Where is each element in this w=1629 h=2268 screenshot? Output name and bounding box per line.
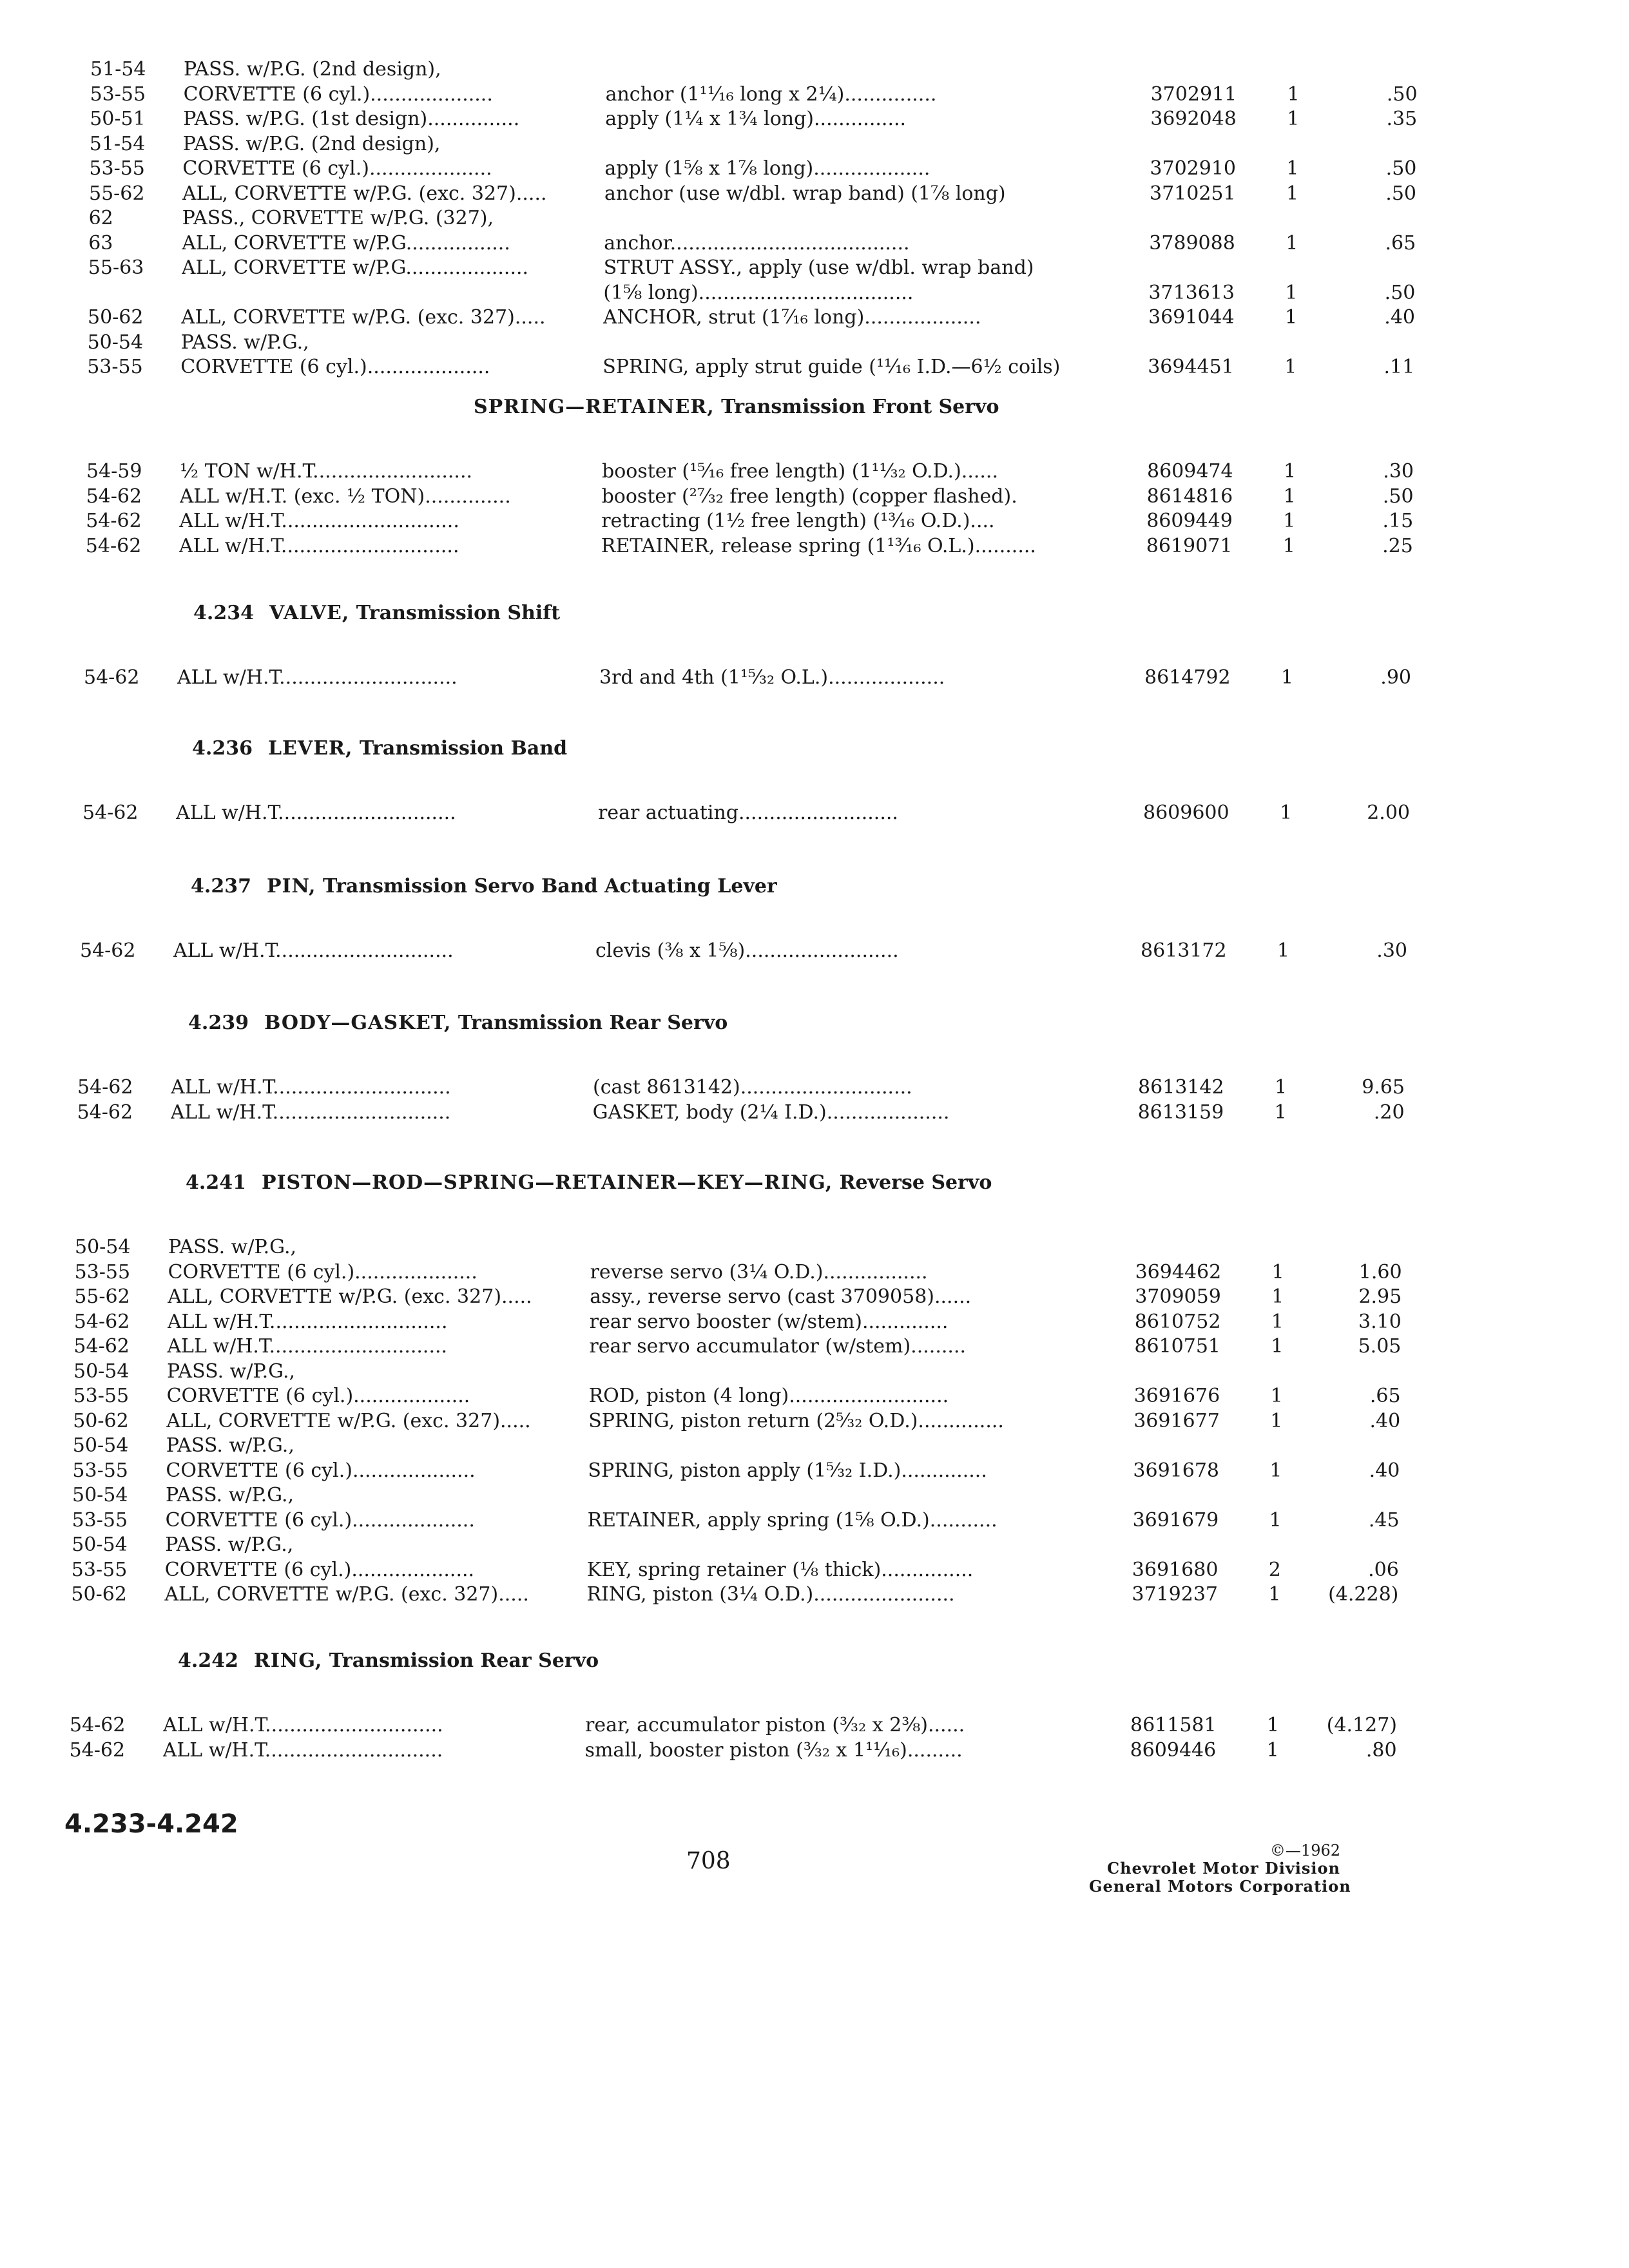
application: CORVETTE (6 cyl.).................... <box>180 356 490 378</box>
part-row <box>89 156 1442 182</box>
price: 1.60 <box>1358 1261 1402 1283</box>
part-row <box>90 82 1443 108</box>
part-number: 8610752 <box>1134 1311 1221 1333</box>
description: RETAINER, apply spring (1⅝ O.D.)........... <box>587 1509 998 1532</box>
application: ALL, CORVETTE w/P.G. (exc. 327)..... <box>182 182 547 205</box>
description: 3rd and 4th (1¹⁵⁄₃₂ O.L.)................... <box>599 666 945 689</box>
part-row <box>74 1284 1427 1310</box>
application: PASS. w/P.G., <box>168 1236 297 1258</box>
model-years: 50-51 <box>90 108 146 130</box>
copyright-year: ©—1962 <box>1269 1841 1340 1860</box>
application: PASS. w/P.G., <box>165 1533 294 1556</box>
quantity: 1 <box>1283 485 1296 508</box>
model-years: 50-54 <box>72 1434 129 1457</box>
part-row <box>84 665 1437 691</box>
application: PASS. w/P.G. (2nd design), <box>184 58 441 81</box>
model-years: 55-63 <box>88 256 144 279</box>
quantity: 1 <box>1274 1101 1287 1124</box>
section-header <box>192 736 567 762</box>
description: SPRING, piston return (2⁵⁄₃₂ O.D.).............. <box>588 1410 1004 1432</box>
part-row <box>88 330 1441 356</box>
part-row <box>90 106 1443 132</box>
quantity: 1 <box>1271 1285 1284 1308</box>
quantity: 1 <box>1271 1335 1284 1358</box>
part-number: 8609446 <box>1130 1739 1217 1762</box>
application: ALL w/H.T............................. <box>179 510 459 532</box>
part-number: 3691676 <box>1133 1385 1220 1407</box>
quantity: 1 <box>1271 1261 1284 1283</box>
part-row <box>89 181 1442 207</box>
model-years: 51-54 <box>90 58 146 81</box>
part-row <box>70 1738 1423 1763</box>
price: .40 <box>1369 1410 1401 1432</box>
price: .15 <box>1382 510 1414 532</box>
application: PASS. w/P.G. (2nd design), <box>182 133 441 155</box>
application: ALL w/H.T............................. <box>177 666 458 689</box>
section-number: 4.241 <box>186 1171 246 1194</box>
price: .30 <box>1383 460 1414 483</box>
part-row <box>86 508 1439 534</box>
quantity: 1 <box>1286 157 1299 180</box>
price: .65 <box>1385 232 1416 255</box>
section-header <box>186 1170 992 1196</box>
price: .90 <box>1380 666 1411 689</box>
application: ALL w/H.T............................. <box>171 1076 451 1099</box>
application: ALL, CORVETTE w/P.G.................... <box>181 256 529 279</box>
model-years: 54-62 <box>77 1101 133 1124</box>
application: ALL, CORVETTE w/P.G. (exc. 327)..... <box>181 306 546 329</box>
model-years: 51-54 <box>89 133 146 155</box>
price: .20 <box>1373 1101 1405 1124</box>
application: ALL w/H.T. (exc. ½ TON).............. <box>179 485 511 508</box>
copyright-division: Chevrolet Motor Division <box>1107 1859 1340 1878</box>
description: KEY, spring retainer (⅛ thick)............... <box>586 1559 974 1581</box>
description: rear servo booster (w/stem).............. <box>589 1311 949 1333</box>
model-years: 53-55 <box>71 1559 128 1581</box>
part-row <box>90 57 1443 82</box>
application: ALL, CORVETTE w/P.G. (exc. 327)..... <box>168 1285 532 1308</box>
part-row <box>75 1260 1428 1285</box>
model-years: 53-55 <box>90 83 146 106</box>
model-years: 50-54 <box>87 331 144 354</box>
model-years: 54-62 <box>80 939 136 962</box>
application: ALL, CORVETTE w/P.G. (exc. 327)..... <box>166 1410 531 1432</box>
part-number: 8614816 <box>1146 485 1233 508</box>
part-row <box>80 938 1433 964</box>
description: ROD, piston (4 long).......................... <box>588 1385 949 1407</box>
application: ALL w/H.T............................. <box>170 1101 451 1124</box>
description: reverse servo (3¼ O.D.)................. <box>590 1261 928 1283</box>
quantity: 1 <box>1286 232 1298 255</box>
quantity: 1 <box>1287 83 1300 106</box>
application: ALL, CORVETTE w/P.G. (exc. 327)..... <box>164 1583 529 1606</box>
part-row <box>71 1582 1424 1608</box>
description: apply (1¼ x 1¾ long)............... <box>605 108 907 130</box>
model-years: 53-55 <box>87 356 143 378</box>
application: PASS., CORVETTE w/P.G. (327), <box>182 207 494 229</box>
quantity: 1 <box>1269 1509 1282 1532</box>
price: .40 <box>1369 1459 1400 1482</box>
application: CORVETTE (6 cyl.).................... <box>183 83 493 106</box>
model-years: 50-62 <box>73 1410 129 1432</box>
description: small, booster piston (³⁄₃₂ x 1¹¹⁄₁₆)......... <box>584 1739 963 1762</box>
section-header <box>178 1648 599 1674</box>
part-number: 3691680 <box>1132 1559 1219 1581</box>
price: .50 <box>1386 83 1418 106</box>
description: apply (1⅝ x 1⅞ long)................... <box>604 157 930 180</box>
model-years: 54-62 <box>73 1311 130 1333</box>
price: 2.00 <box>1367 802 1410 824</box>
part-row <box>72 1508 1425 1533</box>
model-years: 53-55 <box>72 1509 128 1532</box>
section-title: RING, <box>253 1649 323 1672</box>
application: ALL w/H.T............................. <box>167 1311 448 1333</box>
description: rear servo accumulator (w/stem)......... <box>589 1335 967 1358</box>
part-row <box>77 1100 1431 1126</box>
part-row <box>73 1334 1427 1360</box>
part-number: 8613159 <box>1137 1101 1224 1124</box>
model-years: 54-62 <box>86 510 142 532</box>
section-title: VALVE, <box>269 602 350 624</box>
part-number: 3710251 <box>1150 182 1236 205</box>
price: .50 <box>1385 157 1417 180</box>
part-row <box>73 1408 1426 1434</box>
part-number: 8609474 <box>1147 460 1233 483</box>
quantity: 1 <box>1269 1459 1282 1482</box>
description: (cast 8613142)............................ <box>593 1076 912 1099</box>
description: booster (¹⁵⁄₁₆ free length) (1¹¹⁄₃₂ O.D.)...... <box>602 460 998 483</box>
description: (1⅝ long)................................... <box>603 282 914 304</box>
part-number: 3789088 <box>1149 232 1235 255</box>
part-number: 3719237 <box>1132 1583 1218 1606</box>
quantity: 1 <box>1285 306 1298 329</box>
price: .65 <box>1369 1385 1401 1407</box>
part-number: 3691678 <box>1133 1459 1219 1482</box>
application: CORVETTE (6 cyl.).................... <box>164 1559 475 1581</box>
part-row <box>72 1532 1425 1558</box>
application: ALL w/H.T............................. <box>178 535 459 557</box>
quantity: 1 <box>1277 939 1290 962</box>
part-row <box>86 533 1439 559</box>
application: ALL w/H.T............................. <box>163 1714 443 1736</box>
price: .45 <box>1368 1509 1400 1532</box>
model-years: 50-54 <box>75 1236 131 1258</box>
part-number: 8609600 <box>1143 802 1229 824</box>
quantity: 1 <box>1267 1714 1280 1736</box>
part-number: 8619071 <box>1146 535 1233 557</box>
quantity: 1 <box>1270 1410 1283 1432</box>
price: .40 <box>1384 306 1415 329</box>
part-row <box>89 206 1442 231</box>
section-number: 4.242 <box>178 1649 238 1672</box>
application: ALL w/H.T............................. <box>162 1739 443 1762</box>
section-title: BODY—GASKET, <box>264 1012 452 1034</box>
part-row <box>88 280 1441 306</box>
section-subtitle: Transmission Band <box>352 737 568 760</box>
application: CORVETTE (6 cyl.).................... <box>165 1509 475 1532</box>
part-number: 3691677 <box>1133 1410 1220 1432</box>
section-header <box>474 394 999 420</box>
price: (4.228) <box>1328 1583 1399 1606</box>
part-row <box>88 255 1441 281</box>
section-header <box>188 1010 728 1036</box>
price: .06 <box>1368 1559 1399 1581</box>
section-title: PISTON—ROD—SPRING—RETAINER—KEY—RING, <box>261 1171 833 1194</box>
quantity: 1 <box>1284 460 1296 483</box>
part-number: 3691679 <box>1132 1509 1219 1532</box>
price: .35 <box>1386 108 1418 130</box>
application: ALL w/H.T............................. <box>173 939 454 962</box>
section-header <box>191 874 777 899</box>
price: .50 <box>1385 182 1416 205</box>
part-row <box>72 1458 1425 1484</box>
section-subtitle: Transmission Servo Band Actuating Lever <box>316 875 777 898</box>
model-years: 50-62 <box>88 306 144 329</box>
application: ALL w/H.T............................. <box>167 1335 448 1358</box>
quantity: 1 <box>1282 535 1295 557</box>
quantity: 1 <box>1287 108 1300 130</box>
section-subtitle: Reverse Servo <box>833 1171 992 1194</box>
model-years: 54-62 <box>82 802 139 824</box>
part-number: 3692048 <box>1150 108 1237 130</box>
part-row <box>82 800 1436 826</box>
quantity: 1 <box>1270 1385 1283 1407</box>
part-number: 3709059 <box>1135 1285 1221 1308</box>
model-years: 50-54 <box>72 1533 128 1556</box>
application: PASS. w/P.G. (1st design)............... <box>183 108 520 130</box>
application: CORVETTE (6 cyl.).................... <box>166 1459 476 1482</box>
description: GASKET, body (2¼ I.D.).................... <box>592 1101 950 1124</box>
part-row <box>88 231 1441 256</box>
model-years: 54-62 <box>86 485 142 508</box>
description: assy., reverse servo (cast 3709058)...... <box>590 1285 972 1308</box>
price: .80 <box>1365 1739 1397 1762</box>
price: .50 <box>1382 485 1414 508</box>
model-years: 53-55 <box>89 157 145 180</box>
part-number: 3694451 <box>1148 356 1234 378</box>
application: CORVETTE (6 cyl.)................... <box>166 1385 470 1407</box>
description: RETAINER, release spring (1¹³⁄₁₆ O.L.).......... <box>601 535 1036 557</box>
description: rear actuating.......................... <box>598 802 898 824</box>
model-years: 54-62 <box>77 1076 133 1099</box>
part-row <box>86 484 1440 510</box>
model-years: 55-62 <box>89 182 145 205</box>
description: rear, accumulator piston (³⁄₃₂ x 2⅜)...... <box>585 1714 965 1736</box>
application: PASS. w/P.G., <box>166 1434 294 1457</box>
part-row <box>90 131 1443 157</box>
part-row <box>72 1483 1425 1508</box>
part-row <box>73 1433 1426 1459</box>
copyright-corporation: General Motors Corporation <box>1089 1877 1351 1896</box>
quantity: 1 <box>1271 1311 1284 1333</box>
quantity: 1 <box>1283 510 1296 532</box>
quantity: 1 <box>1285 282 1298 304</box>
price: .30 <box>1376 939 1407 962</box>
quantity: 1 <box>1275 1076 1287 1099</box>
model-years: 55-62 <box>74 1285 130 1308</box>
page-number: 708 <box>686 1848 731 1874</box>
model-years: 54-62 <box>70 1714 126 1736</box>
part-number: 8614792 <box>1144 666 1231 689</box>
description: retracting (1½ free length) (¹³⁄₁₆ O.D.).... <box>601 510 995 532</box>
description: booster (²⁷⁄₃₂ free length) (copper flashed). <box>601 485 1017 508</box>
part-number: 8613142 <box>1138 1076 1224 1099</box>
section-number: 4.237 <box>191 875 251 898</box>
model-years: 54-62 <box>84 666 140 689</box>
section-subtitle: Transmission Rear Servo <box>322 1649 599 1672</box>
section-subtitle: Transmission Shift <box>349 602 561 624</box>
price: .11 <box>1383 356 1415 378</box>
description: RING, piston (3¼ O.D.)....................... <box>586 1583 955 1606</box>
section-number: 4.234 <box>193 602 254 624</box>
description: anchor....................................... <box>604 232 910 255</box>
quantity: 1 <box>1284 356 1297 378</box>
part-number: 8610751 <box>1134 1335 1220 1358</box>
part-row <box>75 1235 1428 1260</box>
section-subtitle: Transmission Rear Servo <box>451 1012 728 1034</box>
quantity: 1 <box>1281 666 1294 689</box>
description: STRUT ASSY., apply (use w/dbl. wrap band) <box>603 256 1034 279</box>
application: CORVETTE (6 cyl.).................... <box>168 1261 477 1283</box>
application: ALL, CORVETTE w/P.G................. <box>182 232 510 255</box>
description: anchor (1¹¹⁄₁₆ long x 2¼)............... <box>605 83 937 106</box>
part-row <box>73 1359 1427 1385</box>
section-number: 4.236 <box>192 737 253 760</box>
page-reference: 4.233-4.242 <box>64 1809 238 1839</box>
section-title: PIN, <box>266 875 316 898</box>
part-row <box>77 1075 1431 1100</box>
model-years: 50-54 <box>73 1360 130 1383</box>
copyright-notice <box>1089 1841 1351 1896</box>
part-number: 3691044 <box>1148 306 1235 329</box>
description: clevis (⅜ x 1⅝)......................... <box>595 939 899 962</box>
part-row <box>86 459 1440 485</box>
model-years: 50-62 <box>71 1583 127 1606</box>
application: ½ TON w/H.T.......................... <box>180 460 473 483</box>
model-years: 53-55 <box>72 1459 128 1482</box>
model-years: 63 <box>88 232 113 255</box>
model-years: 53-55 <box>74 1261 131 1283</box>
part-row <box>70 1713 1423 1738</box>
price: 9.65 <box>1362 1076 1405 1099</box>
model-years: 54-62 <box>85 535 142 557</box>
price: 2.95 <box>1358 1285 1402 1308</box>
price: 3.10 <box>1358 1311 1402 1333</box>
part-number: 3713613 <box>1148 282 1235 304</box>
model-years: 54-59 <box>86 460 142 483</box>
part-number: 8609449 <box>1146 510 1233 532</box>
part-number: 8611581 <box>1130 1714 1217 1736</box>
section-title: LEVER, <box>267 737 353 760</box>
quantity: 2 <box>1268 1559 1281 1581</box>
description: SPRING, apply strut guide (¹¹⁄₁₆ I.D.—6½ coils) <box>602 356 1061 378</box>
description: SPRING, piston apply (1⁵⁄₃₂ I.D.).............. <box>588 1459 987 1482</box>
part-row <box>74 1309 1427 1335</box>
quantity: 1 <box>1280 802 1293 824</box>
model-years: 50-54 <box>72 1484 128 1506</box>
quantity: 1 <box>1286 182 1299 205</box>
application: ALL w/H.T............................. <box>176 802 456 824</box>
model-years: 62 <box>88 207 113 229</box>
quantity: 1 <box>1266 1739 1279 1762</box>
description: ANCHOR, strut (1⁷⁄₁₆ long)................... <box>603 306 981 329</box>
model-years: 54-62 <box>69 1739 126 1762</box>
part-number: 3702910 <box>1150 157 1236 180</box>
section-title: SPRING—RETAINER, <box>474 396 715 418</box>
part-number: 8613172 <box>1141 939 1227 962</box>
quantity: 1 <box>1268 1583 1281 1606</box>
price: (4.127) <box>1326 1714 1397 1736</box>
section-subtitle: Transmission Front Servo <box>714 396 999 418</box>
section-header <box>193 601 560 626</box>
model-years: 53-55 <box>73 1385 130 1407</box>
application: CORVETTE (6 cyl.).................... <box>182 157 492 180</box>
part-row <box>87 354 1440 380</box>
price: .50 <box>1384 282 1416 304</box>
part-row <box>72 1557 1425 1583</box>
application: PASS. w/P.G., <box>167 1360 296 1383</box>
model-years: 54-62 <box>73 1335 130 1358</box>
part-number: 3694462 <box>1135 1261 1222 1283</box>
application: PASS. w/P.G., <box>180 331 309 354</box>
section-number: 4.239 <box>188 1012 249 1034</box>
part-number: 3702911 <box>1150 83 1237 106</box>
part-row <box>88 305 1441 331</box>
application: PASS. w/P.G., <box>166 1484 294 1506</box>
description: anchor (use w/dbl. wrap band) (1⅞ long) <box>604 182 1006 205</box>
part-row <box>73 1383 1427 1409</box>
price: 5.05 <box>1358 1335 1402 1358</box>
price: .25 <box>1382 535 1413 557</box>
